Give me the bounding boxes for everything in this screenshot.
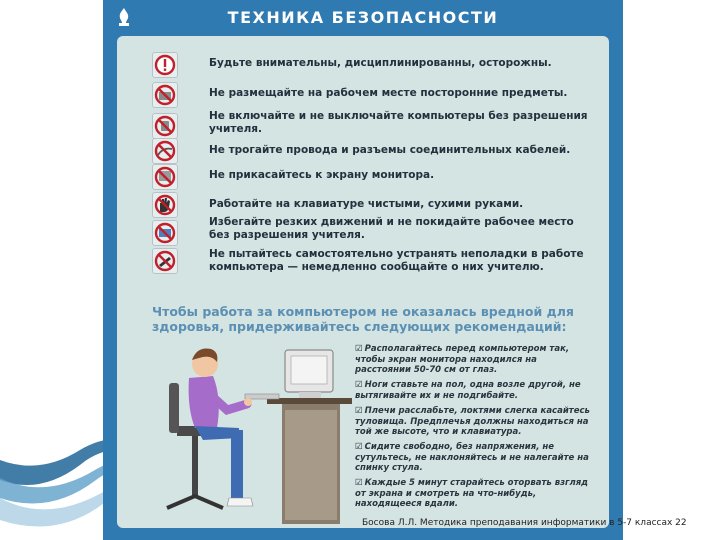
ergonomic-posture-illustration xyxy=(147,338,352,528)
advice-title: Чтобы работа за компьютером не оказалась вредной для здоровья, придерживайтесь следующих рекомендаций: xyxy=(152,304,574,334)
tip-text: Плечи расслабьте, локтями слегка касайтесь туловища. Предплечья должны находиться на той же высоте, что и клавиатура. xyxy=(355,406,590,437)
tip-item xyxy=(355,478,595,510)
tip-text: Располагайтесь перед компьютером так, чтобы экран монитора находился на расстоянии 50-70 см от глаз. xyxy=(355,344,570,375)
checkmark-icon: ☑ xyxy=(355,442,363,452)
checkmark-icon: ☑ xyxy=(355,406,363,416)
no-touch-monitor-icon xyxy=(152,164,178,190)
clean-hands-icon xyxy=(152,192,178,218)
rule-text: Не размещайте на рабочем месте посторонние предметы. xyxy=(209,87,568,99)
checkmark-icon: ☑ xyxy=(355,380,363,390)
no-cables-icon xyxy=(152,138,178,164)
tip-item xyxy=(355,380,595,401)
warning-icon xyxy=(152,52,178,78)
rule-text: Не прикасайтесь к экрану монитора. xyxy=(209,169,435,181)
rule-text: Избегайте резких движений и не покидайте рабочее место без разрешения учителя. xyxy=(209,216,574,241)
slide-footer-caption: Босова Л.Л. Методика преподавания информатики в 5-7 классах 22 xyxy=(362,518,687,528)
fire-safety-logo-icon xyxy=(113,6,135,28)
no-sudden-moves-icon xyxy=(152,220,178,246)
tip-text: Ноги ставьте на пол, одна возле другой, не вытягивайте их и не подгибайте. xyxy=(355,380,581,401)
poster-header xyxy=(103,0,623,34)
poster-title: ТЕХНИКА БЕЗОПАСНОСТИ xyxy=(227,8,499,27)
checkmark-icon: ☑ xyxy=(355,344,363,354)
tip-item xyxy=(355,344,595,376)
no-power-switch-icon xyxy=(152,113,178,139)
no-self-repair-icon xyxy=(152,248,178,274)
rule-text: Не включайте и не выключайте компьютеры без разрешения учителя. xyxy=(209,110,588,135)
rule-text: Не трогайте провода и разъемы соединительных кабелей. xyxy=(209,144,571,156)
content-panel xyxy=(117,36,609,528)
rule-text: Не пытайтесь самостоятельно устранять неполадки в работе компьютера — немедленно сообщайте о них учителю. xyxy=(209,248,584,273)
rule-text: Работайте на клавиатуре чистыми, сухими руками. xyxy=(209,198,524,210)
no-objects-icon xyxy=(152,82,178,108)
rule-text: Будьте внимательны, дисциплинированны, осторожны. xyxy=(209,57,552,69)
checkmark-icon: ☑ xyxy=(355,478,363,488)
tip-text: Каждые 5 минут старайтесь оторвать взгляд от экрана и смотреть на что-нибудь, находящееся вдали. xyxy=(355,478,589,509)
tip-text: Сидите свободно, без напряжения, не сутультесь, не наклоняйтесь и не налегайте на спинку стула. xyxy=(355,442,589,473)
safety-poster xyxy=(103,0,623,540)
tip-item xyxy=(355,442,595,474)
tip-item xyxy=(355,406,595,438)
